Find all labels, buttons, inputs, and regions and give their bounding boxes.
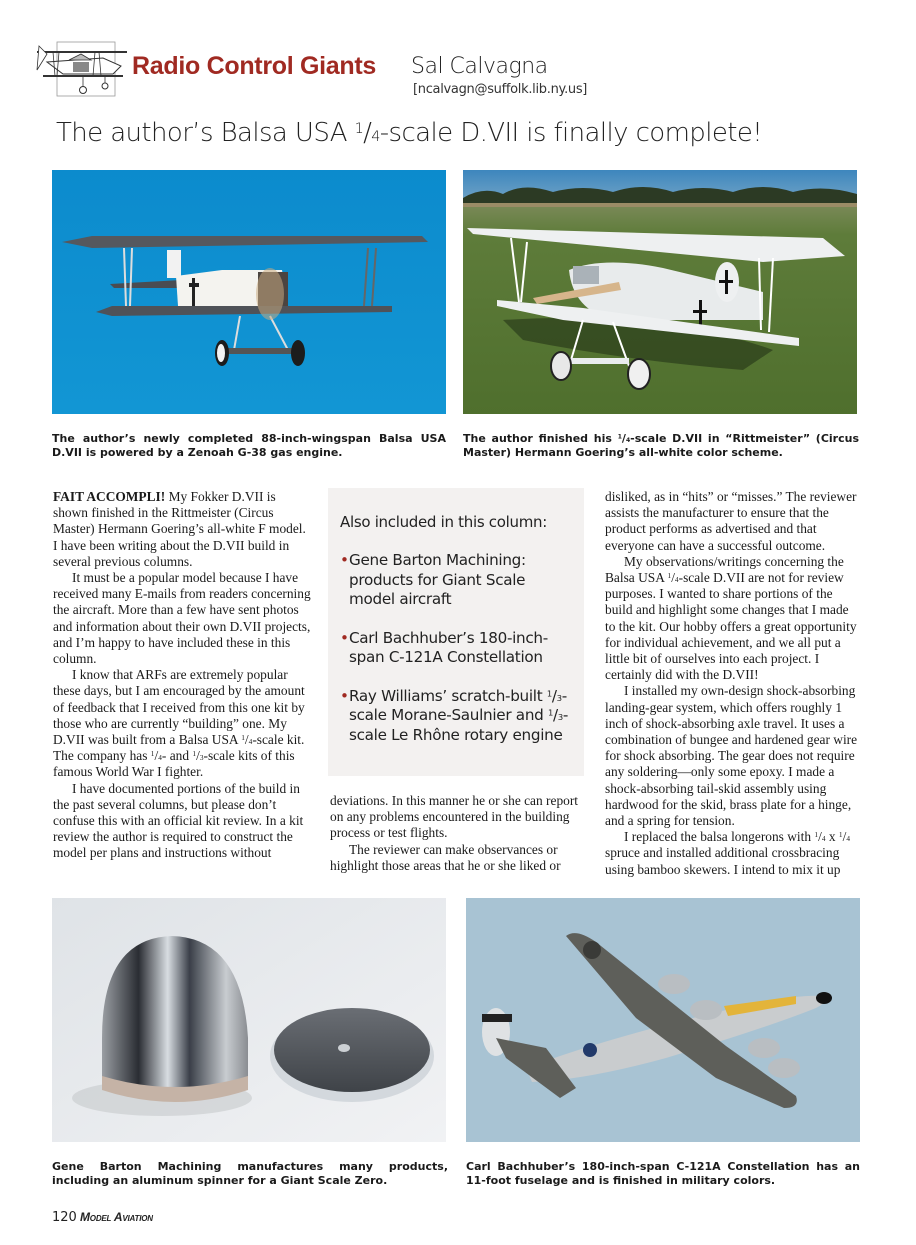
fraction-denominator: 4 [625, 437, 631, 444]
headline-text-post: -scale D.VII is finally complete! [379, 118, 763, 148]
photo-dvii-in-flight [52, 170, 446, 414]
headline-text-pre: The author’s Balsa USA [56, 118, 355, 148]
fraction-denominator: 3 [557, 712, 563, 722]
photo-c121a-constellation [466, 898, 860, 1142]
bullet-icon: • [340, 628, 349, 647]
photo-caption: Carl Bachhuber’s 180-inch-span C-121A Constellation has an 11-foot fuselage and is finished in military colors. [466, 1160, 860, 1187]
paragraph [53, 489, 311, 570]
sidebar-item-text: -scale Morane-Saulnier and [349, 686, 567, 724]
photo-caption: The author’s newly completed 88-inch-wingspan Balsa USA D.VII is powered by a Zenoah G-38 gas engine. [52, 432, 446, 459]
biplane-sketch-icon [33, 40, 129, 98]
magazine-name: Model Aviation [80, 1210, 153, 1224]
paragraph: It must be a popular model because I have received many E-mails from readers concerning the aircraft. More than a few have sent photos and information about their own D.VII projects, and I’m happy to have included these in this column. [53, 570, 311, 667]
fraction-numerator: 1 [546, 687, 552, 698]
sidebar-item-text: Gene Barton Machining: products for Giant Scale model aircraft [349, 551, 526, 608]
paragraph: I installed my own-design shock-absorbing landing-gear system, which offers roughly 1 inch of shock-absorbing axle travel. It uses a combination of bungee and hardened gear wire for shock absorbing. The gear does not require any soldering—only some epoxy. I made a shock-absorbing tail-skid assembly using hardwood for the skid, brass plate for a hinge, and a spring for tension. [605, 683, 858, 829]
paragraph: I know that ARFs are extremely popular these days, but I am encouraged by the amount of feedback that I received from this one kit by those who are currently “building” one. My D.VII was built from a Balsa USA $^1$/4-scale kit. The company has $^1$/4- and $^1$/3-scale kits of this famous World War I fighter. [53, 667, 305, 780]
lead-in: FAIT ACCOMPLI! [53, 489, 166, 504]
photo-aluminum-spinner [52, 898, 446, 1142]
fraction-denominator: 4 [371, 129, 380, 145]
fraction-numerator: 1 [617, 433, 622, 441]
fraction-denominator: 3 [199, 753, 204, 763]
paragraph-text: -scale D.VII are not for review purposes. I wanted to share portions of the build and highlight some changes that I made to the kit. Our hobby offers a great opportunity for individual achievement, and we all put a little bit of ourselves into each project. I certainly did with the D.VII! [605, 570, 857, 683]
caption-text: -scale D.VII in “Rittmeister” (Circus Master) Hermann Goering’s all-white color scheme. [463, 432, 859, 459]
fraction-numerator: 1 [548, 707, 554, 718]
sidebar-item-text: -scale Le Rhône rotary engine [349, 706, 569, 744]
fraction-numerator: 1 [838, 830, 843, 840]
paragraph-text: spruce and installed additional crossbracing using bamboo skewers. I intend to mix it up [605, 845, 841, 877]
paragraph: disliked, as in “hits” or “misses.” The reviewer assists the manufacturer to ensure that the product performs as advertised and that everyone can have a successful outcome. [605, 489, 857, 553]
fraction-numerator: 1 [192, 749, 197, 759]
sidebar-list [340, 551, 572, 745]
headline: The author’s Balsa USA $^1$/4-scale D.VII is finally complete! [56, 118, 763, 148]
fraction-denominator: 4 [158, 753, 162, 763]
paragraph: The reviewer can make observances or highlight those areas that he or she liked or [330, 841, 561, 873]
fraction-numerator: 1 [150, 749, 155, 759]
sidebar-item [340, 629, 572, 668]
fraction-denominator: 4 [821, 834, 826, 844]
author-email[interactable]: [ncalvagn@suffolk.lib.ny.us] [413, 82, 588, 97]
page-number: 120 [52, 1210, 77, 1225]
caption-text: The author finished his [463, 432, 618, 445]
paragraph-text: - and [161, 748, 193, 764]
photo-caption: The author finished his $^1$/4-scale D.VII in “Rittmeister” (Circus Master) Hermann Goering’s all-white color scheme. [463, 432, 859, 459]
paragraph: My observations/writings concerning the Balsa USA $^1$/4-scale D.VII are not for review purposes. I wanted to share portions of the build and highlight some changes that I made to the kit. Our hobby offers a great opportunity for individual achievement, and we all put a little bit of ourselves into each project. I certainly did with the D.VII! [605, 553, 857, 683]
fraction-denominator: 4 [846, 834, 850, 844]
body-column-1 [53, 489, 311, 862]
paragraph-text: x [825, 829, 839, 845]
sidebar-title: Also included in this column: [340, 513, 547, 531]
fraction-numerator: 1 [241, 733, 245, 742]
body-column-3 [605, 489, 859, 878]
paragraph: I replaced the balsa longerons with $^1$/4 x $^1$/4 spruce and installed additional crossbracing using bamboo skewers. I intend to mix it up [605, 829, 850, 877]
column-title: Radio Control Giants [132, 52, 377, 80]
fraction-numerator: 1 [354, 121, 364, 138]
fraction-denominator: 4 [248, 737, 253, 747]
paragraph: deviations. In this manner he or she can report on any problems encountered in the building process or test flights. [330, 793, 579, 841]
paragraph: I have documented portions of the build in the past several columns, but please don’t confuse this with an official kit review. In a kit review the author is required to construct the model per plans and instructions without [53, 780, 304, 861]
sidebar-item [340, 551, 572, 610]
paragraph-text: -scale kit. The company has [53, 732, 305, 764]
fraction-denominator: 4 [674, 575, 679, 585]
body-column-2 [330, 793, 580, 874]
sidebar-item: •Ray Williams’ scratch-built $^1$/3-scale Morane-Saulnier and $^1$/3-scale Le Rhône rotary engine [340, 686, 569, 744]
sidebar-item-text: Ray Williams’ scratch-built [349, 686, 547, 705]
sidebar-item-text: Carl Bachhuber’s 180-inch-span C-121A Constellation [349, 628, 548, 666]
paragraph-text: My Fokker D.VII is shown finished in the Rittmeister (Circus Master) Hermann Goering’s all-white F model. I have been writing about the D.VII build in several previous columns. [53, 489, 306, 569]
author-name: Sal Calvagna [411, 54, 548, 79]
fraction-numerator: 1 [667, 570, 672, 580]
photo-caption: Gene Barton Machining manufactures many products, including an aluminum spinner for a Giant Scale Zero. [52, 1160, 448, 1187]
paragraph-text: I know that ARFs are extremely popular these days, but I am encouraged by the amount of feedback that I received from this one kit by those who are currently “building” one. My D.VII was built from a Balsa USA [53, 667, 305, 748]
paragraph-text: I replaced the balsa longerons with [624, 829, 815, 845]
photo-dvii-on-field [463, 170, 857, 414]
fraction-denominator: 3 [556, 692, 562, 703]
bullet-icon: • [340, 551, 349, 569]
column-logo [33, 40, 129, 98]
fraction-numerator: 1 [814, 830, 819, 840]
bullet-icon: • [340, 686, 349, 705]
also-included-sidebar [328, 488, 584, 776]
paragraph-text: -scale kits of this famous World War I fighter. [53, 748, 295, 780]
paragraph-text: My observations/writings concerning the Balsa USA [605, 553, 844, 586]
